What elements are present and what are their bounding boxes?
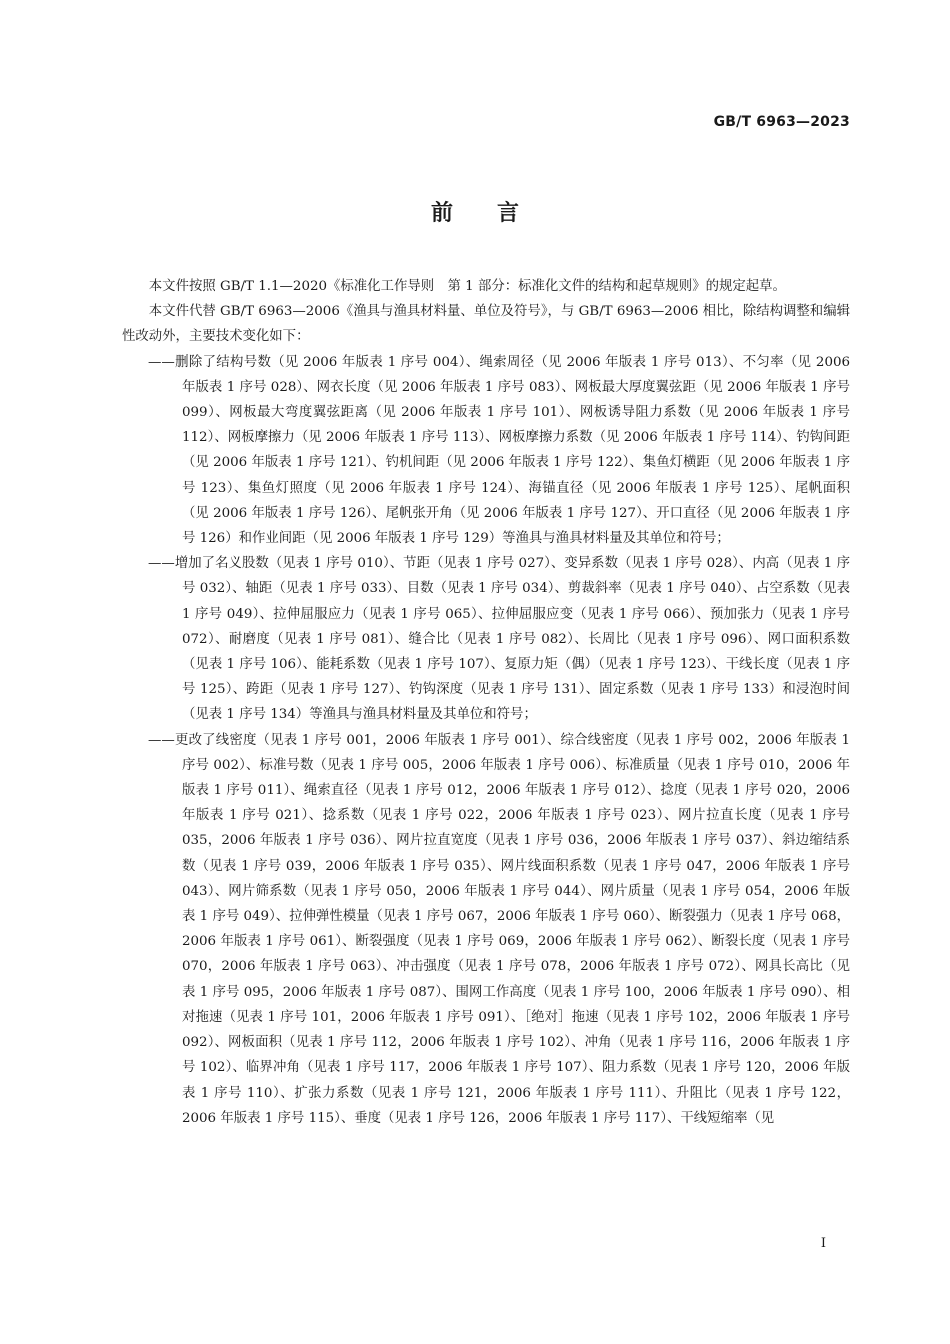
change-item-added: ——增加了名义股数（见表 1 序号 010）、节距（见表 1 序号 027）、变异系数（见表 1 序号 028）、内高（见表 1 序号 032）、轴距（见表 1 序号 033）、目数（见表 1 序号 034）、剪裁斜率（见表 1 序号 040）、占空系数（见表 1 序号 049）、拉伸屈服应力（见表 1 序号 065）、拉伸屈服应变（见表 1 序号 066）、预加张力（见表 1 序号 072）、耐磨度（见表 1 序号 081）、缝合比（见表 1 序号 082）、长周比（见表 1 序号 096）、网口面积系数（见表 1 序号 106）、能耗系数（见表 1 序号 107）、复原力矩（偶）（见表 1 序号 123）、干线长度（见表 1 序号 125）、跨距（见表 1 序号 127）、钓钩深度（见表 1 序号 131）、固定系数（见表 1 序号 133）和浸泡时间（见表 1 序号 134）等渔具与渔具材料量及其单位和符号； <box>148 556 850 723</box>
standard-code: GB/T 6963—2023 <box>713 114 850 130</box>
page-number: I <box>820 1236 826 1251</box>
foreword-body <box>122 274 850 1131</box>
change-item-deleted: ——删除了结构号数（见 2006 年版表 1 序号 004）、绳索周径（见 2006 年版表 1 序号 013）、不匀率（见 2006 年版表 1 序号 028）、网衣长度（见 2006 年版表 1 序号 083）、网板最大厚度翼弦距（见 2006 年版表 1 序号 099）、网板最大弯度翼弦距离（见 2006 年版表 1 序号 101）、网板诱导阻力系数（见 2006 年版表 1 序号 112）、网板摩擦力（见 2006 年版表 1 序号 113）、网板摩擦力系数（见 2006 年版表 1 序号 114）、钓钩间距（见 2006 年版表 1 序号 121）、钓机间距（见 2006 年版表 1 序号 122）、集鱼灯横距（见 2006 年版表 1 序号 123）、集鱼灯照度（见 2006 年版表 1 序号 124）、海锚直径（见 2006 年版表 1 序号 125）、尾帆面积（见 2006 年版表 1 序号 126）、尾帆张开角（见 2006 年版表 1 序号 127）、开口直径（见 2006 年版表 1 序号 126）和作业间距（见 2006 年版表 1 序号 129）等渔具与渔具材料量及其单位和符号； <box>148 354 850 547</box>
page-title: 前 言 <box>430 201 519 226</box>
paragraph-replacement: 本文件代替 GB/T 6963—2006《渔具与渔具材料量、单位及符号》，与 GB/T 6963—2006 相比，除结构调整和编辑性改动外，主要技术变化如下： <box>122 304 850 345</box>
change-item-modified: ——更改了线密度（见表 1 序号 001，2006 年版表 1 序号 001）、综合线密度（见表 1 序号 002，2006 年版表 1 序号 002）、标准号数（见表 1 序号 005，2006 年版表 1 序号 006）、标准质量（见表 1 序号 010，2006 年版表 1 序号 011）、绳索直径（见表 1 序号 012，2006 年版表 1 序号 012）、捻度（见表 1 序号 020，2006 年版表 1 序号 021）、捻系数（见表 1 序号 022，2006 年版表 1 序号 023）、网片拉直长度（见表 1 序号 035，2006 年版表 1 序号 036）、网片拉直宽度（见表 1 序号 036，2006 年版表 1 序号 037）、斜边缩结系数（见表 1 序号 039，2006 年版表 1 序号 035）、网片线面积系数（见表 1 序号 047，2006 年版表 1 序号 043）、网片筛系数（见表 1 序号 050，2006 年版表 1 序号 044）、网片质量（见表 1 序号 054，2006 年版表 1 序号 049）、拉伸弹性模量（见表 1 序号 067，2006 年版表 1 序号 060）、断裂强力（见表 1 序号 068，2006 年版表 1 序号 061）、断裂强度（见表 1 序号 069，2006 年版表 1 序号 062）、断裂长度（见表 1 序号 070，2006 年版表 1 序号 063）、冲击强度（见表 1 序号 078，2006 年版表 1 序号 072）、网具长高比（见表 1 序号 095，2006 年版表 1 序号 087）、围网工作高度（见表 1 序号 100，2006 年版表 1 序号 090）、相对拖速（见表 1 序号 101，2006 年版表 1 序号 091）、［绝对］拖速（见表 1 序号 102，2006 年版表 1 序号 092）、网板面积（见表 1 序号 112，2006 年版表 1 序号 102）、冲角（见表 1 序号 116，2006 年版表 1 序号 102）、临界冲角（见表 1 序号 117，2006 年版表 1 序号 107）、阻力系数（见表 1 序号 120，2006 年版表 1 序号 110）、扩张力系数（见表 1 序号 121，2006 年版表 1 序号 111）、升阻比（见表 1 序号 122，2006 年版表 1 序号 115）、垂度（见表 1 序号 126，2006 年版表 1 序号 117）、干线短缩率（见 <box>148 732 850 1126</box>
paragraph-drafting-rules: 本文件按照 GB/T 1.1—2020《标准化工作导则 第 1 部分：标准化文件的结构和起草规则》的规定起草。 <box>148 279 786 294</box>
